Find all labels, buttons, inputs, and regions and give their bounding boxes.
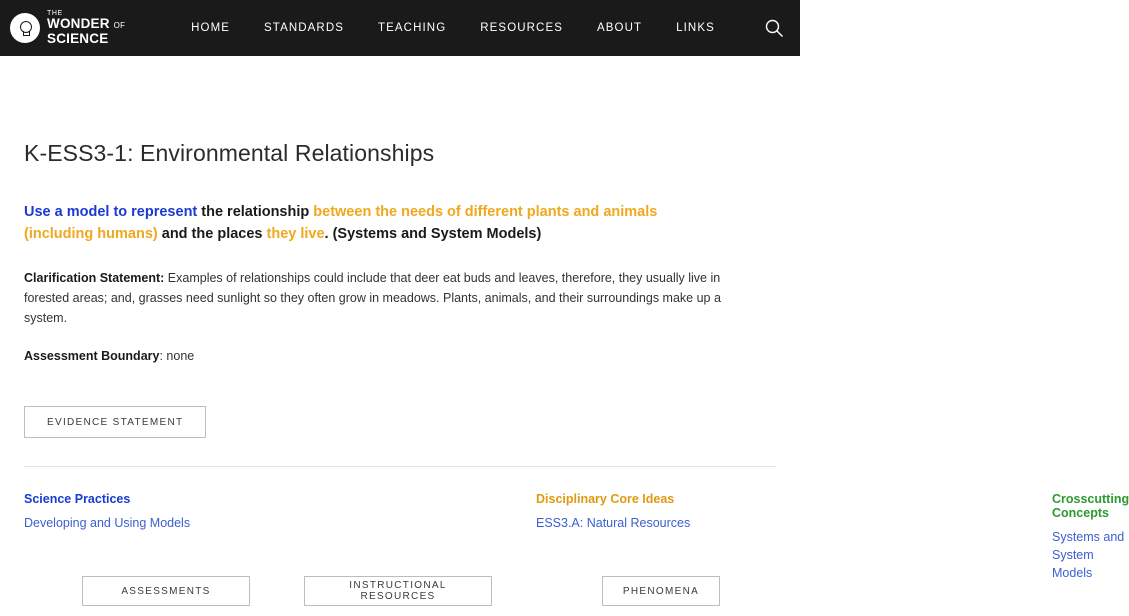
- page-content: [0, 140, 1129, 616]
- assessment-boundary: [24, 346, 739, 366]
- page-title: K-ESS3-1: Environmental Relationships: [24, 140, 435, 166]
- pe-segment-6: . (Systems and System Models): [324, 226, 542, 243]
- nav-item-about[interactable]: ABOUT: [597, 22, 643, 34]
- lightbulb-icon: [10, 13, 40, 43]
- performance-expectation: [24, 201, 724, 246]
- nav-item-resources[interactable]: RESOURCES: [480, 22, 563, 34]
- dimensions-row: [24, 492, 1129, 581]
- logo-text: [47, 10, 125, 46]
- site-header: [0, 0, 800, 56]
- main-navigation: [136, 0, 800, 56]
- disciplinary-core-ideas-heading: Disciplinary Core Ideas: [536, 492, 675, 507]
- clarification-text: Examples of relationships could include that deer eat buds and leaves, therefore, they usually live in forested areas; and, grasses need sunlight so they often grow in meadows. Plants, animals, and their surroundings make up a system.: [24, 270, 721, 326]
- disciplinary-core-ideas-link[interactable]: ESS3.A: Natural Resources: [536, 516, 691, 531]
- dimension-crosscutting-concepts: [538, 492, 1129, 582]
- nav-item-teaching[interactable]: TEACHING: [378, 22, 447, 34]
- crosscutting-concepts-heading: Crosscutting Concepts: [1052, 492, 1129, 521]
- site-logo[interactable]: [0, 0, 136, 56]
- pe-segment-4: and the places: [161, 226, 267, 243]
- pe-segment-2: the relationship: [201, 204, 314, 220]
- logo-line-science: SCIENCE: [47, 30, 109, 46]
- logo-line-wonder: WONDER OF: [47, 16, 126, 32]
- assessments-button[interactable]: ASSESSMENTS: [82, 576, 250, 606]
- pe-segment-3: between the needs of different plants and animals (including humans): [24, 204, 658, 243]
- pe-segment-1: Use a model to represent: [24, 204, 202, 220]
- pe-segment-5: they live: [266, 226, 325, 243]
- science-practices-heading: Science Practices: [24, 492, 131, 507]
- nav-item-standards[interactable]: STANDARDS: [264, 22, 345, 34]
- logo-line-the: THE: [47, 10, 63, 17]
- nav-item-links[interactable]: LINKS: [676, 22, 715, 34]
- instructional-resources-button[interactable]: INSTRUCTIONAL RESOURCES: [304, 576, 492, 606]
- section-divider: [24, 466, 776, 467]
- evidence-statement-button[interactable]: EVIDENCE STATEMENT: [24, 406, 206, 438]
- assessment-boundary-text: : none: [159, 348, 195, 363]
- assessment-boundary-label: Assessment Boundary: [24, 348, 160, 363]
- phenomena-button[interactable]: PHENOMENA: [602, 576, 720, 606]
- clarification-label: Clarification Statement:: [24, 270, 165, 285]
- dimension-science-practices: [24, 492, 190, 532]
- science-practices-link[interactable]: Developing and Using Models: [24, 516, 191, 531]
- bottom-buttons-row: [24, 576, 776, 616]
- nav-item-home[interactable]: HOME: [191, 22, 231, 34]
- clarification-statement: [24, 268, 739, 329]
- crosscutting-concepts-link[interactable]: Systems and System Models: [1052, 530, 1125, 581]
- search-icon[interactable]: [764, 18, 784, 38]
